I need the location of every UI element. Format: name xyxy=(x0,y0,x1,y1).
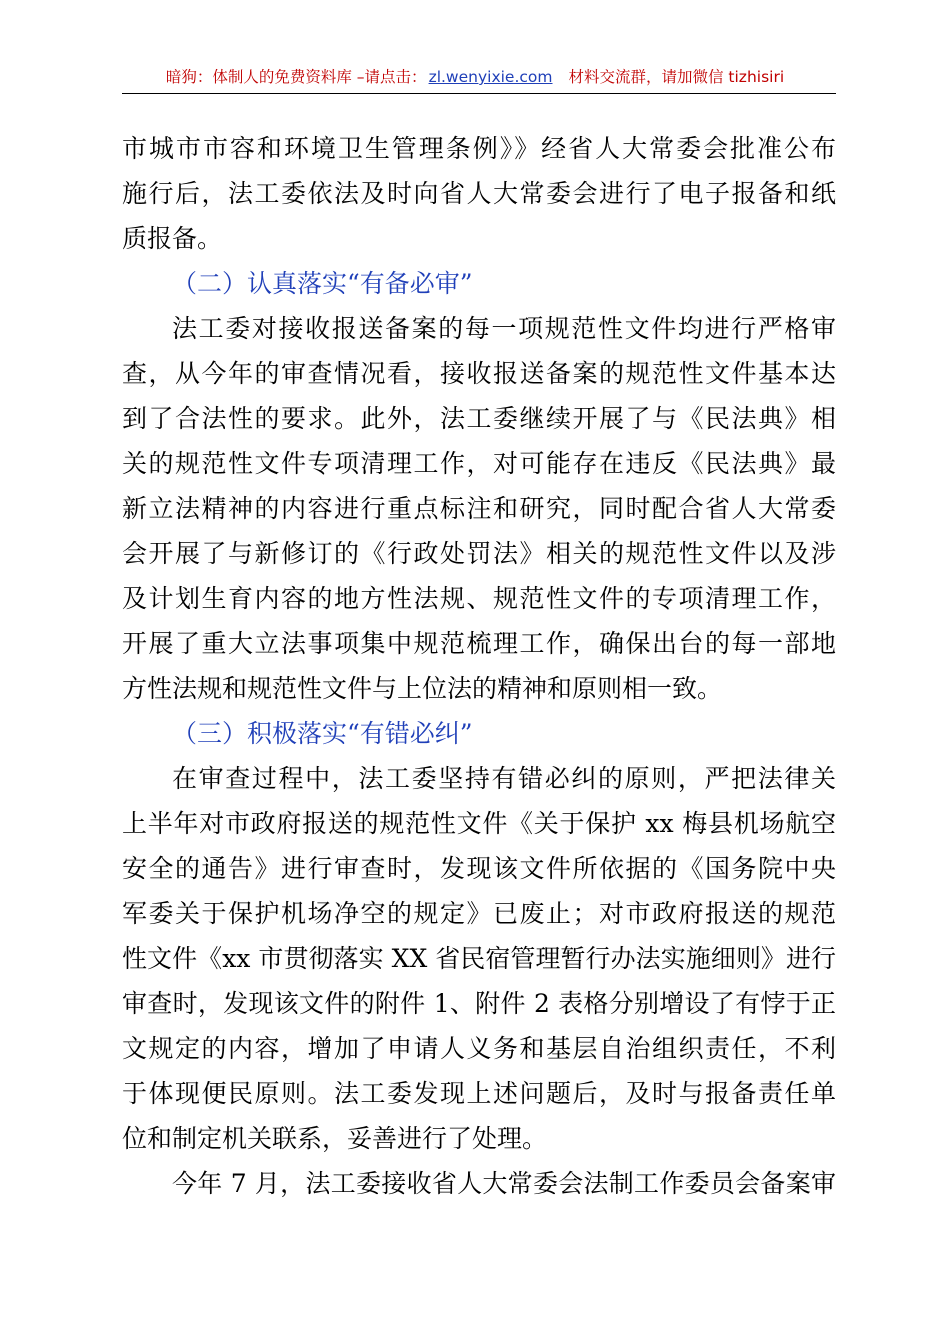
text-line: 质报备。 xyxy=(122,224,223,253)
text-line: 开展了重大立法事项集中规范梳理工作，确保出台的每一部地 xyxy=(122,629,836,658)
text-line: 文规定的内容，增加了申请人义务和基层自治组织责任，不利 xyxy=(122,1034,836,1063)
header-divider xyxy=(122,93,836,94)
text-line: 法工委对接收报送备案的每一项规范性文件均进行严格审 xyxy=(172,314,836,343)
page-header xyxy=(0,66,950,88)
text-line: 查，从今年的审查情况看，接收报送备案的规范性文件基本达 xyxy=(122,359,836,388)
document-body xyxy=(122,126,836,1206)
text-line: 新立法精神的内容进行重点标注和研究，同时配合省人大常委 xyxy=(122,494,836,523)
text-line: 及计划生育内容的地方性法规、规范性文件的专项清理工作， xyxy=(122,584,836,613)
text-line: 军委关于保护机场净空的规定》已废止；对市政府报送的规范 xyxy=(122,899,836,928)
text-line: 方性法规和规范性文件与上位法的精神和原则相一致。 xyxy=(122,674,723,703)
text-line: 位和制定机关联系，妥善进行了处理。 xyxy=(122,1124,548,1153)
text-line: 市城市市容和环境卫生管理条例》》经省人大常委会批准公布 xyxy=(122,134,836,163)
text-line: 上半年对市政府报送的规范性文件《关于保护 xx 梅县机场航空 xyxy=(122,809,836,838)
section-heading-3: （三）积极落实“有错必纠” xyxy=(172,719,473,748)
header-prompt: –请点击： xyxy=(351,68,427,86)
header-link[interactable]: zl.wenyixie.com xyxy=(428,68,553,86)
text-line: 审查时，发现该文件的附件 1、附件 2 表格分别增设了有悖于正 xyxy=(122,989,836,1018)
header-brand: 暗狗：体制人的免费资料库 xyxy=(165,68,352,86)
text-line: 性文件《xx 市贯彻落实 XX 省民宿管理暂行办法实施细则》进行 xyxy=(122,944,836,973)
text-line: 关的规范性文件专项清理工作，对可能存在违反《民法典》最 xyxy=(122,449,836,478)
section-heading-2: （二）认真落实“有备必审” xyxy=(172,269,473,298)
text-line: 于体现便民原则。法工委发现上述问题后，及时与报备责任单 xyxy=(122,1079,836,1108)
text-line: 到了合法性的要求。此外，法工委继续开展了与《民法典》相 xyxy=(122,404,836,433)
text-line: 在审查过程中，法工委坚持有错必纠的原则，严把法律关 xyxy=(172,764,836,793)
text-line: 安全的通告》进行审查时，发现该文件所依据的《国务院中央 xyxy=(122,854,836,883)
text-line: 施行后，法工委依法及时向省人大常委会进行了电子报备和纸 xyxy=(122,179,836,208)
text-line: 会开展了与新修订的《行政处罚法》相关的规范性文件以及涉 xyxy=(122,539,836,568)
header-contact: 材料交流群，请加微信 tizhisiri xyxy=(568,68,785,86)
text-line: 今年 7 月，法工委接收省人大常委会法制工作委员会备案审 xyxy=(172,1169,836,1198)
